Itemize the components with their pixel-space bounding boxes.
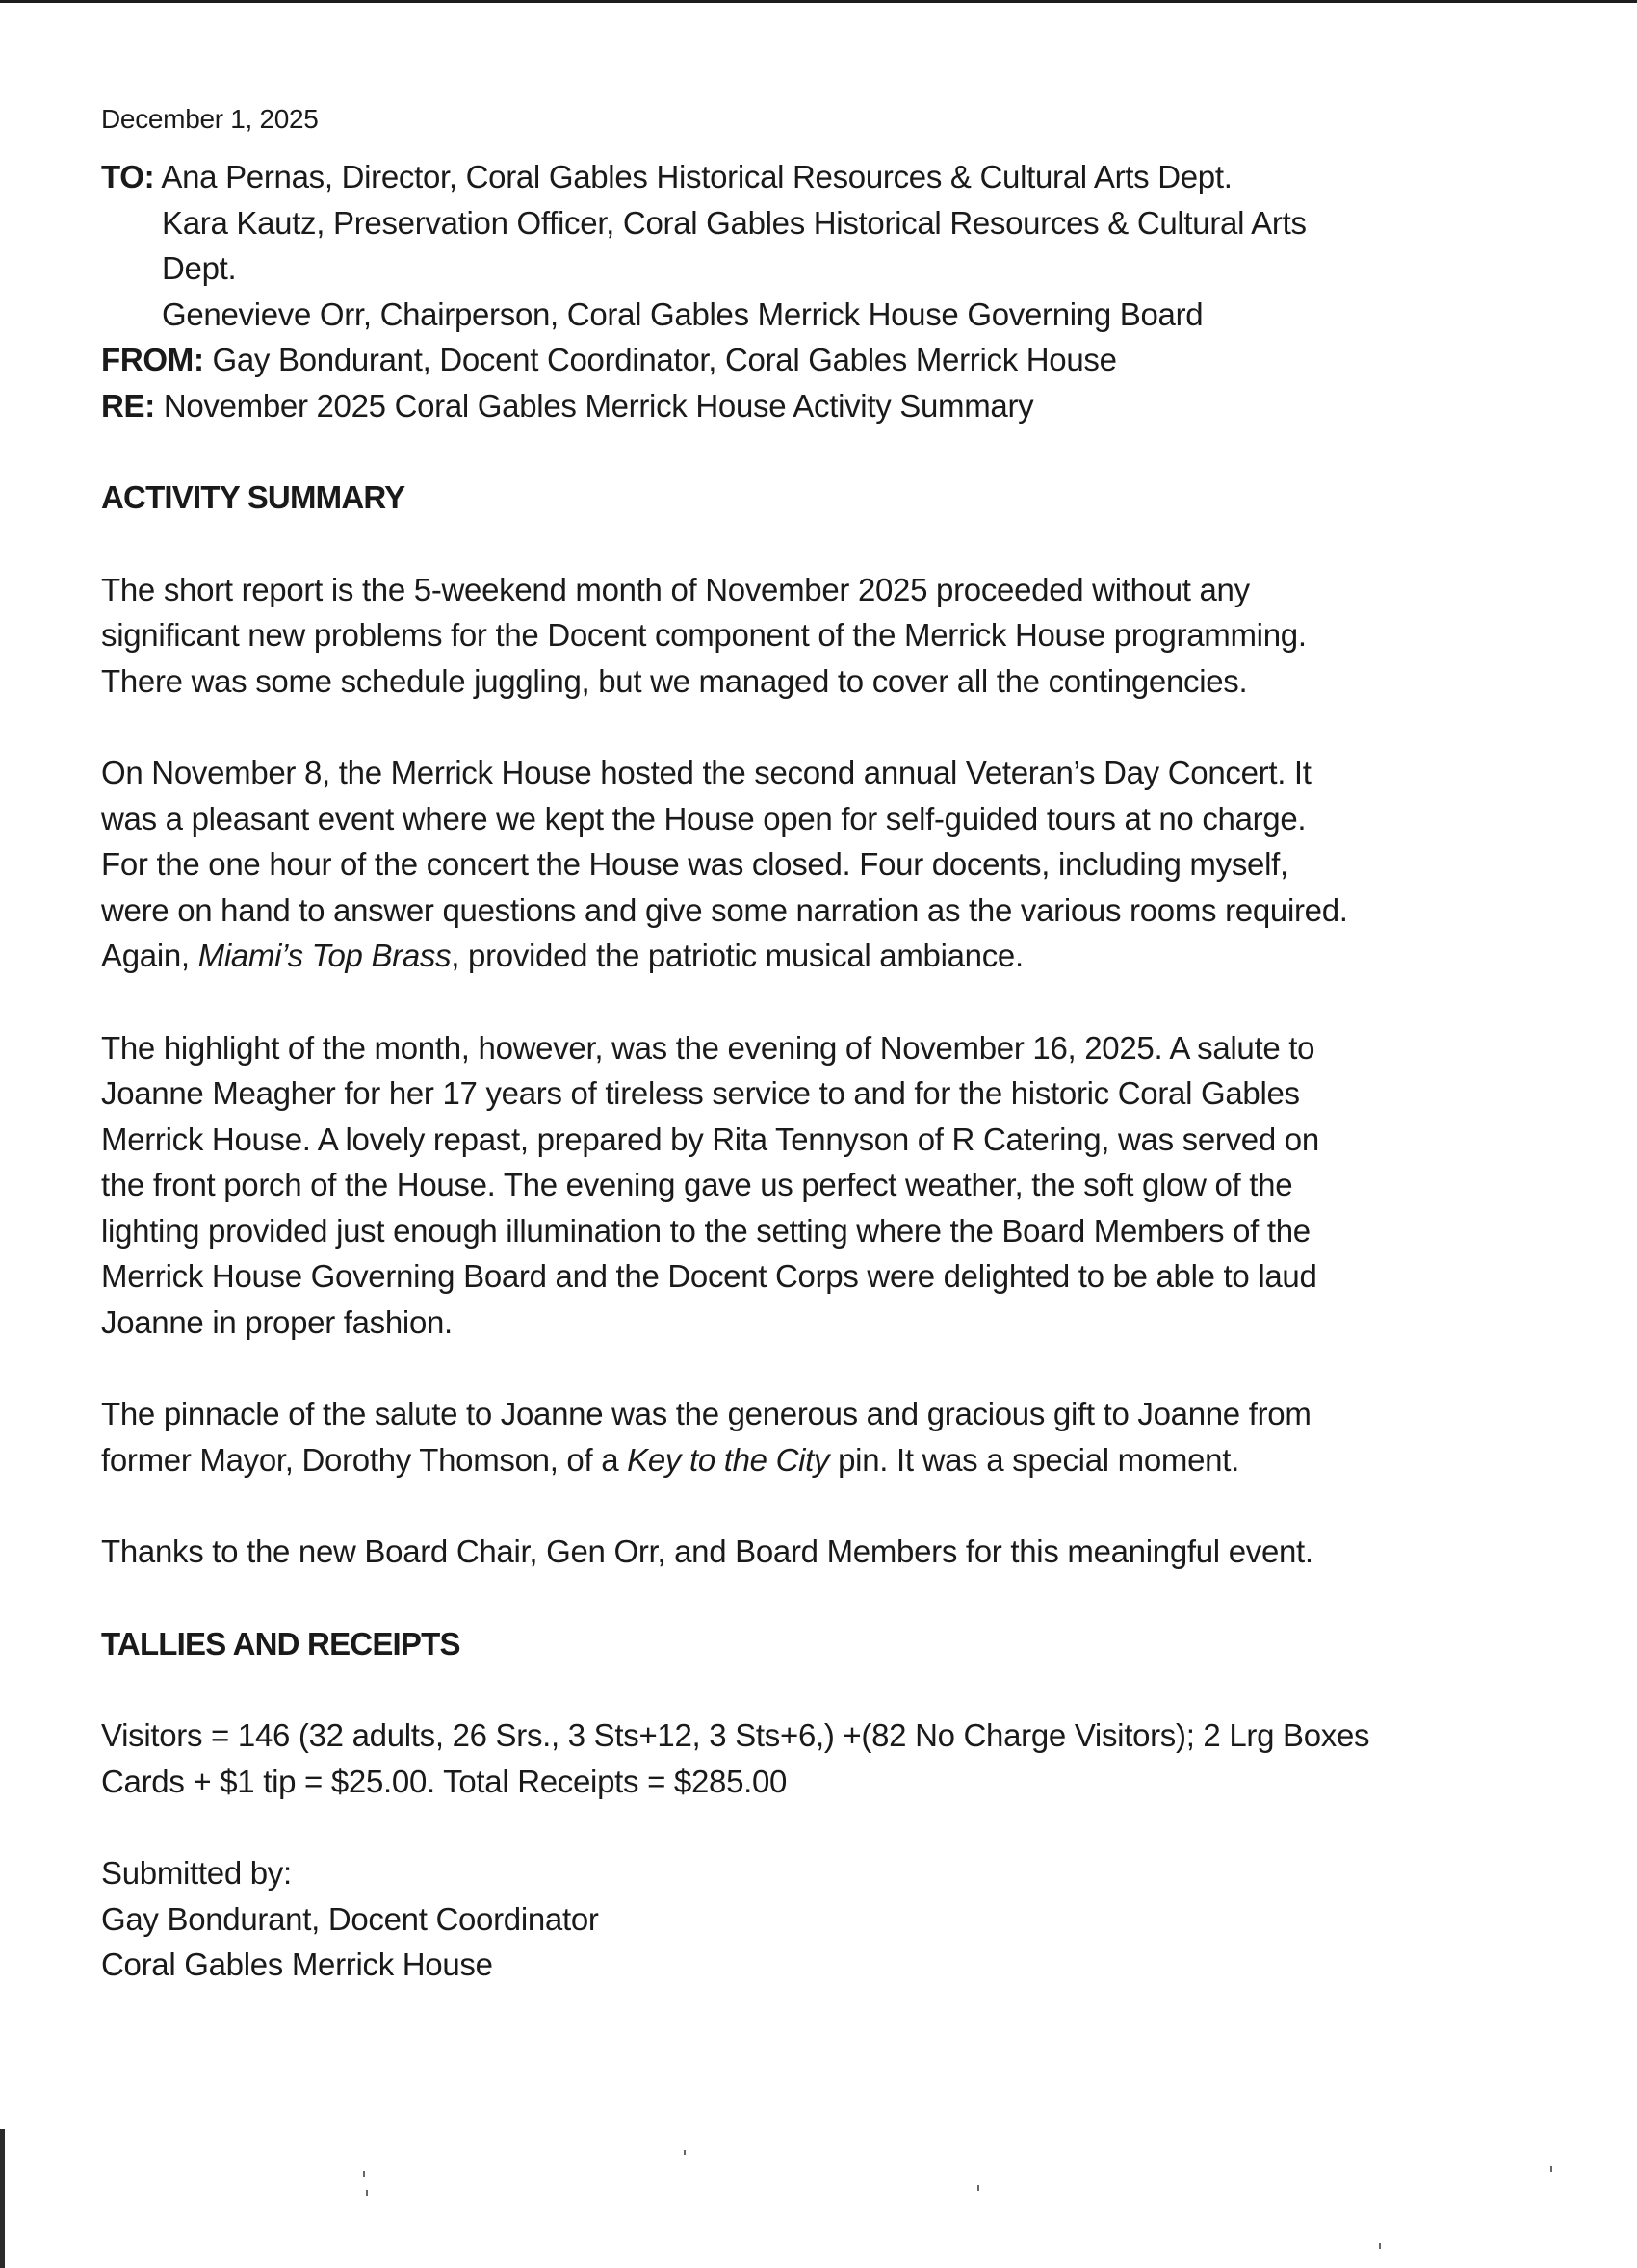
text-fragment: pin. It was a special moment. bbox=[829, 1441, 1239, 1478]
text-line bbox=[101, 933, 1565, 979]
scan-speck bbox=[684, 2150, 686, 2155]
key-to-city: Key to the City bbox=[627, 1441, 830, 1478]
text-line: significant new problems for the Docent component of the Merrick House programming. bbox=[101, 617, 1307, 653]
text-line: the front porch of the House. The evening gave us perfect weather, the soft glow of the bbox=[101, 1167, 1293, 1202]
text-line: was a pleasant event where we kept the House open for self-guided tours at no charge. bbox=[101, 800, 1307, 837]
text-line: For the one hour of the concert the House was closed. Four docents, including myself, bbox=[101, 846, 1288, 882]
text-line bbox=[101, 1437, 1565, 1483]
submitter-org: Coral Gables Merrick House bbox=[101, 1946, 493, 1982]
text-line: The pinnacle of the salute to Joanne was the generous and gracious gift to Joanne from bbox=[101, 1396, 1312, 1431]
text-line: Joanne Meagher for her 17 years of tireless service to and for the historic Coral Gables bbox=[101, 1075, 1300, 1111]
text-fragment: Again, bbox=[101, 938, 198, 973]
paragraph-thanks bbox=[101, 1529, 1565, 1575]
submitted-by-label: Submitted by: bbox=[101, 1855, 292, 1891]
paragraph-veterans-concert bbox=[101, 750, 1565, 979]
text-line: were on hand to answer questions and give some narration as the various rooms required. bbox=[101, 891, 1348, 928]
memo-header bbox=[101, 154, 1565, 428]
text-line: On November 8, the Merrick House hosted the second annual Veteran’s Day Concert. It bbox=[101, 755, 1312, 790]
memo-date: December 1, 2025 bbox=[101, 104, 319, 134]
scan-edge-left bbox=[0, 2129, 5, 2268]
text-fragment: , provided the patriotic musical ambiance. bbox=[451, 938, 1024, 973]
paragraph-intro bbox=[101, 567, 1565, 705]
from-label: FROM: bbox=[101, 342, 204, 377]
tallies-heading: TALLIES AND RECEIPTS bbox=[101, 1625, 460, 1662]
paragraph-pinnacle bbox=[101, 1391, 1565, 1482]
re-value: November 2025 Coral Gables Merrick House Activity Summary bbox=[163, 387, 1034, 424]
to-recipient-3: Genevieve Orr, Chairperson, Coral Gables Merrick House Governing Board bbox=[162, 296, 1204, 332]
signature-block bbox=[101, 1850, 1565, 1988]
text-line: There was some schedule juggling, but we managed to cover all the contingencies. bbox=[101, 662, 1248, 699]
from-line bbox=[101, 337, 1565, 383]
visitor-tally: Visitors = 146 (32 adults, 26 Srs., 3 Sts+12, 3 Sts+6,) +(82 No Charge Visitors); 2 Lrg Boxes bbox=[101, 1717, 1370, 1753]
to-recipient-2-cont: Dept. bbox=[162, 250, 237, 286]
submitter-name: Gay Bondurant, Docent Coordinator bbox=[101, 1900, 599, 1937]
scan-speck bbox=[366, 2190, 368, 2196]
scan-speck bbox=[977, 2185, 979, 2191]
scan-edge-top bbox=[0, 0, 1637, 3]
paragraph-salute bbox=[101, 1025, 1565, 1346]
re-label: RE: bbox=[101, 387, 155, 424]
tallies-receipts bbox=[101, 1713, 1565, 1804]
memo-page bbox=[101, 100, 1565, 1988]
scan-speck bbox=[1550, 2166, 1552, 2172]
scan-speck bbox=[363, 2171, 365, 2177]
to-recipient-2: Kara Kautz, Preservation Officer, Coral Gables Historical Resources & Cultural Arts bbox=[162, 204, 1307, 241]
receipts-total: Cards + $1 tip = $25.00. Total Receipts = $285.00 bbox=[101, 1763, 788, 1799]
from-value: Gay Bondurant, Docent Coordinator, Coral Gables Merrick House bbox=[212, 342, 1117, 377]
to-line bbox=[101, 154, 1565, 200]
text-line: Thanks to the new Board Chair, Gen Orr, and Board Members for this meaningful event. bbox=[101, 1533, 1313, 1569]
re-line bbox=[101, 383, 1565, 429]
text-line: The highlight of the month, however, was the evening of November 16, 2025. A salute to bbox=[101, 1029, 1315, 1066]
to-recipient-1: Ana Pernas, Director, Coral Gables Historical Resources & Cultural Arts Dept. bbox=[161, 159, 1233, 194]
to-label: TO: bbox=[101, 159, 155, 194]
text-line: Merrick House. A lovely repast, prepared by Rita Tennyson of R Catering, was served on bbox=[101, 1121, 1319, 1157]
activity-summary-heading: ACTIVITY SUMMARY bbox=[101, 479, 405, 515]
scan-speck bbox=[1379, 2243, 1381, 2249]
text-line: lighting provided just enough illumination to the setting where the Board Members of the bbox=[101, 1212, 1311, 1249]
band-name: Miami’s Top Brass bbox=[197, 938, 452, 973]
text-fragment: former Mayor, Dorothy Thomson, of a bbox=[101, 1441, 628, 1478]
text-line: Joanne in proper fashion. bbox=[101, 1303, 453, 1340]
text-line: The short report is the 5-weekend month of November 2025 proceeded without any bbox=[101, 571, 1250, 607]
text-line: Merrick House Governing Board and the Docent Corps were delighted to be able to laud bbox=[101, 1258, 1317, 1294]
